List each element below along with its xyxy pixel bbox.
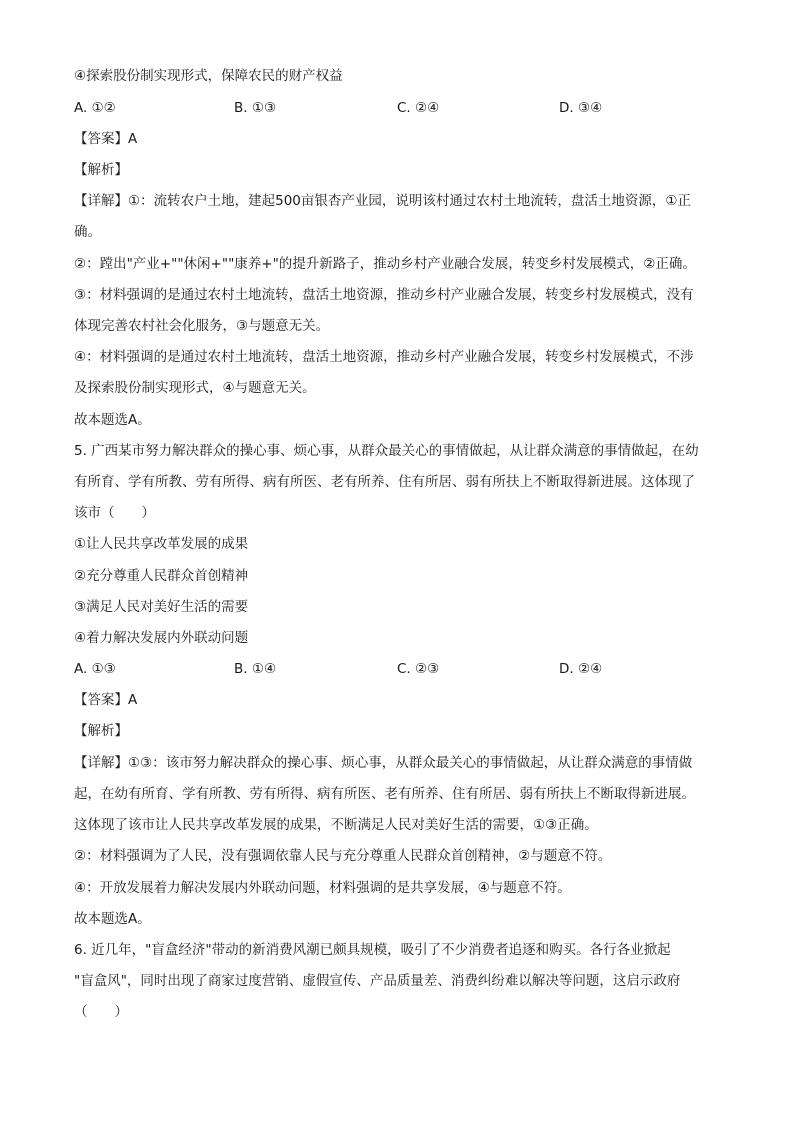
q6-stem-1: 6. 近几年，"盲盒经济"带动的新消费风潮已颇具规模，吸引了不少消费者追逐和购买。各行各业掀起 <box>74 942 671 958</box>
q6-stem-3: （ ） <box>74 1004 128 1020</box>
q4-option-c: C. ②④ <box>397 100 440 116</box>
q4-options <box>74 99 734 117</box>
q5-option-d: D. ②④ <box>559 661 603 677</box>
q5-option-c: C. ②③ <box>397 661 440 677</box>
q4-option-b: B. ①③ <box>234 100 277 116</box>
q4-analysis-heading: 【解析】 <box>74 162 128 178</box>
q5-stem-2: 有所育、学有所教、劳有所得、病有所医、老有所养、住有所居、弱有所扶上不断取得新进展。这体现了 <box>74 474 695 490</box>
q4-conclusion: 故本题选A。 <box>74 412 151 428</box>
q5-detail-2: ②：材料强调为了人民，没有强调依靠人民与充分尊重人民群众首创精神，②与题意不符。 <box>74 848 612 864</box>
q5-answer: 【答案】A <box>74 692 138 708</box>
q4-option-d: D. ③④ <box>559 100 603 116</box>
q5-detail-1-cont2: 这体现了该市让人民共享改革发展的成果，不断满足人民对美好生活的需要，①③正确。 <box>74 817 598 833</box>
q6-stem-2: "盲盒风"，同时出现了商家过度营销、虚假宣传、产品质量差、消费纠纷难以解决等问题，这启示政府 <box>74 973 681 989</box>
q4-detail-3-cont: 体现完善农村社会化服务，③与题意无关。 <box>74 318 330 334</box>
q5-detail-1-cont: 起，在幼有所育、学有所教、劳有所得、病有所医、老有所养、住有所居、弱有所扶上不断取得新进展。 <box>74 786 695 802</box>
q5-detail-tag: 【详解】 <box>74 755 128 771</box>
q5-detail-1: 【详解】①③：该市努力解决群众的操心事、烦心事，从群众最关心的事情做起，从让群众满意的事情做 <box>74 755 693 771</box>
q5-options <box>74 660 734 678</box>
q5-option-b: B. ①④ <box>234 661 277 677</box>
q4-detail-1: 【详解】①：流转农户土地，建起500亩银杏产业园，说明该村通过农村土地流转，盘活土地资源，①正 <box>74 193 691 209</box>
q5-item-1: ①让人民共享改革发展的成果 <box>74 536 249 552</box>
q5-analysis-heading: 【解析】 <box>74 723 128 739</box>
q4-detail-3: ③：材料强调的是通过农村土地流转，盘活土地资源，推动乡村产业融合发展，转变乡村发展模式，没有 <box>74 287 694 303</box>
q5-item-3: ③满足人民对美好生活的需要 <box>74 599 249 615</box>
q4-item-4: ④探索股份制实现形式，保障农民的财产权益 <box>74 68 343 84</box>
q5-conclusion: 故本题选A。 <box>74 911 151 927</box>
q4-answer: 【答案】A <box>74 131 138 147</box>
q5-detail-3: ④：开放发展着力解决发展内外联动问题，材料强调的是共享发展，④与题意不符。 <box>74 880 571 896</box>
q4-detail-tag: 【详解】 <box>74 193 128 209</box>
q4-detail-2: ②：蹚出"产业+""休闲+""康养+"的提升新路子，推动乡村产业融合发展，转变乡村发展模式，②正确。 <box>74 256 696 272</box>
q5-stem-3: 该市（ ） <box>74 505 155 521</box>
q4-detail-4-cont: 及探索股份制实现形式，④与题意无关。 <box>74 380 316 396</box>
q4-detail-1-cont: 确。 <box>74 224 101 240</box>
q4-option-a: A. ①② <box>74 100 116 116</box>
q4-detail-4: ④：材料强调的是通过农村土地流转，盘活土地资源，推动乡村产业融合发展，转变乡村发展模式，不涉 <box>74 349 694 365</box>
q5-item-2: ②充分尊重人民群众首创精神 <box>74 568 249 584</box>
q5-stem-1: 5. 广西某市努力解决群众的操心事、烦心事，从群众最关心的事情做起，从让群众满意的事情做起，在幼 <box>74 443 699 459</box>
q5-option-a: A. ①③ <box>74 661 116 677</box>
q5-item-4: ④着力解决发展内外联动问题 <box>74 630 249 646</box>
